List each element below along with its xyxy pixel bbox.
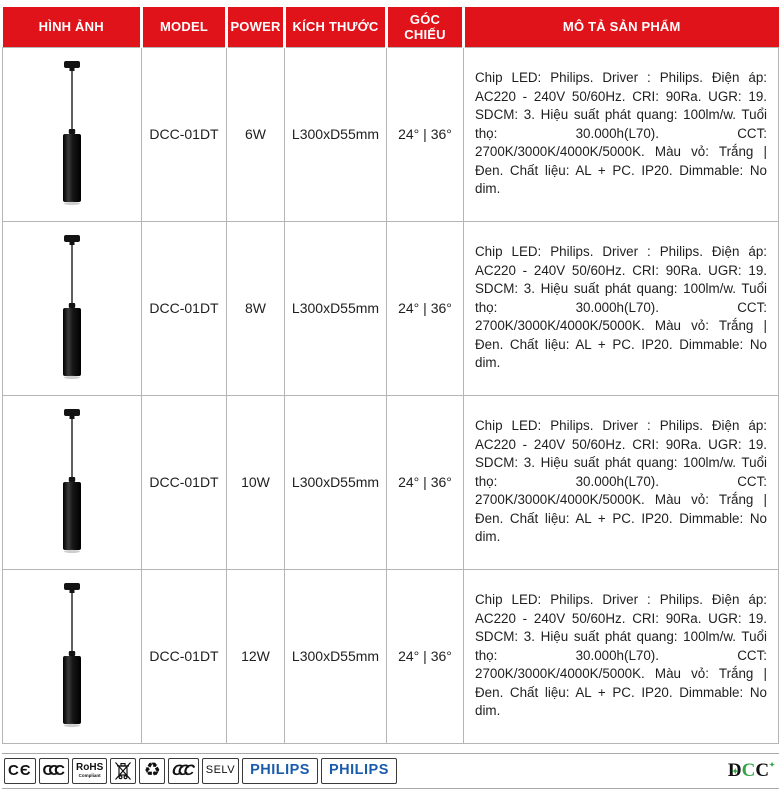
model-cell: DCC-01DT [142,221,227,395]
philips-logo: PHILIPS [242,758,318,784]
power-cell: 8W [227,221,285,395]
header-power: POWER [227,7,285,47]
header-size: KÍCH THƯỚC [285,7,387,47]
pendant-lamp-image [42,58,102,210]
description-cell: Chip LED: Philips. Driver : Philips. Điện áp: AC220 - 240V 50/60Hz. CRI: 90Ra. UGR: 19. SDCM: 3. Hiệu suất phát quang: 100lm/w. Tuổi thọ: 30.000h(L70). CCT: 2700K/3000K/4000K/5000K. Màu vỏ: Trắng | Đen. Chất liệu: AL + PC. IP20. Dimmable: No dim. [464,221,779,395]
model-cell: DCC-01DT [142,47,227,221]
size-cell: L300xD55mm [285,395,387,569]
model-cell: DCC-01DT [142,569,227,743]
angle-cell: 24° | 36° [387,47,464,221]
dcc-brand-logo: D ✦ C C ✦ [728,760,775,782]
product-image-cell [3,47,142,221]
header-image: HÌNH ẢNH [3,7,142,47]
table-row [3,569,779,743]
table-header-row [3,7,779,47]
certification-badges [4,758,397,784]
selv-badge: SELV [202,758,239,784]
angle-cell: 24° | 36° [387,221,464,395]
pendant-lamp-image [42,232,102,384]
product-image-cell [3,395,142,569]
power-cell: 6W [227,47,285,221]
ccc-mark-icon: CCC [39,758,70,784]
header-model: MODEL [142,7,227,47]
certification-footer [2,753,779,789]
product-image-cell [3,569,142,743]
recycle-icon: ♻ [139,758,165,784]
pendant-lamp-image [42,406,102,558]
ccc-emc-mark-icon: CCC [168,758,199,784]
size-cell: L300xD55mm [285,221,387,395]
rohs-badge: RoHS Compliant [72,758,107,784]
angle-cell: 24° | 36° [387,395,464,569]
power-cell: 12W [227,569,285,743]
table-row [3,47,779,221]
description-cell: Chip LED: Philips. Driver : Philips. Điện áp: AC220 - 240V 50/60Hz. CRI: 90Ra. UGR: 19. SDCM: 3. Hiệu suất phát quang: 100lm/w. Tuổi thọ: 30.000h(L70). CCT: 2700K/3000K/4000K/5000K. Màu vỏ: Trắng | Đen. Chất liệu: AL + PC. IP20. Dimmable: No dim. [464,47,779,221]
description-cell: Chip LED: Philips. Driver : Philips. Điện áp: AC220 - 240V 50/60Hz. CRI: 90Ra. UGR: 19. SDCM: 3. Hiệu suất phát quang: 100lm/w. Tuổi thọ: 30.000h(L70). CCT: 2700K/3000K/4000K/5000K. Màu vỏ: Trắng | Đen. Chất liệu: AL + PC. IP20. Dimmable: No dim. [464,395,779,569]
power-cell: 10W [227,395,285,569]
product-spec-table [2,7,779,744]
weee-bin-icon [110,758,136,784]
description-cell: Chip LED: Philips. Driver : Philips. Điện áp: AC220 - 240V 50/60Hz. CRI: 90Ra. UGR: 19. SDCM: 3. Hiệu suất phát quang: 100lm/w. Tuổi thọ: 30.000h(L70). CCT: 2700K/3000K/4000K/5000K. Màu vỏ: Trắng | Đen. Chất liệu: AL + PC. IP20. Dimmable: No dim. [464,569,779,743]
pendant-lamp-image [42,580,102,732]
table-row [3,221,779,395]
product-image-cell [3,221,142,395]
header-angle: GÓC CHIẾU [387,7,464,47]
table-row [3,395,779,569]
model-cell: DCC-01DT [142,395,227,569]
angle-cell: 24° | 36° [387,569,464,743]
philips-logo: PHILIPS [321,758,397,784]
header-description: MÔ TẢ SẢN PHẨM [464,7,779,47]
ce-mark-icon: CЄ [4,758,36,784]
size-cell: L300xD55mm [285,47,387,221]
size-cell: L300xD55mm [285,569,387,743]
